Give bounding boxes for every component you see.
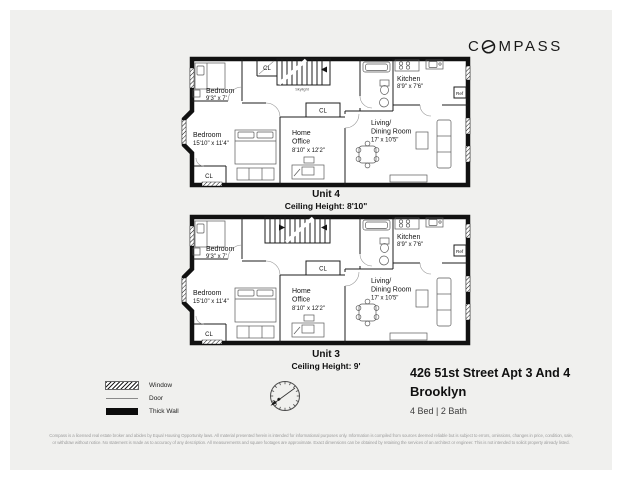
home-office-label-1: Home [292, 288, 311, 295]
address-line1: 426 51st Street Apt 3 And 4 [410, 366, 571, 380]
legend-window-row [106, 379, 179, 392]
unit-4-floorplan [180, 56, 472, 188]
unit-4-name: Unit 4 [312, 189, 340, 200]
unit-3-ceiling-height: Ceiling Height: 9' [291, 361, 361, 371]
kitchen-label: Kitchen [397, 76, 421, 83]
living-dims: 17' x 10'5" [371, 295, 399, 302]
skylight-label: Skylight [295, 86, 309, 92]
closet-label: CL [263, 66, 271, 72]
living-label-2: Dining Room [371, 128, 412, 136]
bedroom-large-label: Bedroom [193, 132, 222, 139]
logo-text-prefix: C [468, 38, 482, 55]
listing-address [410, 366, 570, 416]
kitchen-dims: 8'9" x 7'6" [397, 242, 424, 248]
legend-door-row [106, 392, 179, 405]
disclaimer-line2: or withdraw without notice. No statement is made as to accuracy of any description. All measurements and square footages are approximate. Exact dimensions can be obtained by retaining the services of an architect or engineer. This is not intended to solicit property already listed. [52, 440, 570, 446]
kitchen-dims: 8'9" x 7'6" [397, 84, 424, 90]
bedroom-large-dims: 15'10" x 11'4" [193, 299, 229, 305]
legend-thick-wall-row [106, 405, 179, 418]
legend-thick-wall-label: Thick Wall [149, 408, 179, 415]
unit-3-name: Unit 3 [312, 349, 340, 360]
window-swatch-icon [106, 382, 138, 389]
unit-3-floorplan [180, 214, 472, 346]
legend-window-label: Window [149, 382, 173, 389]
disclaimer-line1: Compass is a licensed real estate broker and abides by Equal Housing Opportunity laws. All material presented herein is intended for informational purposes only. Information is compiled from sources deemed reliable but is subject to errors, omissions, changes in price, condition, sale, [49, 433, 573, 438]
logo-text-suffix: MPASS [498, 38, 563, 55]
bedroom-large-label: Bedroom [193, 290, 222, 297]
living-dims: 17' x 10'5" [371, 137, 399, 144]
closet-label: CL [205, 174, 213, 180]
home-office-dims: 8'10" x 12'2" [292, 306, 325, 312]
home-office-dims: 8'10" x 12'2" [292, 148, 325, 154]
bedroom-large-dims: 15'10" x 11'4" [193, 141, 229, 147]
unit-4-ceiling-height: Ceiling Height: 8'10" [284, 201, 368, 211]
home-office-label-2: Office [292, 296, 311, 304]
compass-needle-o-icon [481, 39, 496, 54]
compass-logo [468, 38, 563, 55]
refrigerator-label: Ref [456, 91, 464, 96]
refrigerator-label: Ref [456, 249, 464, 254]
closet-label: CL [319, 108, 327, 115]
bedroom-small-dims: 9'3" x 7' [206, 254, 227, 260]
legend [106, 379, 179, 418]
disclaimer [10, 432, 612, 447]
bedroom-small-label: Bedroom [206, 246, 235, 253]
bedroom-small-label: Bedroom [206, 88, 235, 95]
home-office-label-1: Home [292, 130, 311, 137]
thick-wall-swatch-icon [106, 408, 138, 415]
address-line2: Brooklyn [410, 384, 467, 399]
legend-door-label: Door [149, 395, 164, 402]
living-label-1: Living/ [371, 120, 392, 127]
compass-rose-icon [266, 377, 304, 415]
unit-4-caption [180, 189, 472, 211]
exterior-walls [184, 59, 468, 185]
beds-baths: 4 Bed | 2 Bath [410, 406, 467, 416]
living-label-2: Dining Room [371, 286, 412, 294]
closet-label: CL [319, 266, 327, 273]
closet-label: CL [205, 332, 213, 338]
kitchen-label: Kitchen [397, 234, 421, 241]
exterior-walls [184, 217, 468, 343]
door-swatch-icon [106, 398, 138, 399]
home-office-label-2: Office [292, 138, 311, 146]
living-label-1: Living/ [371, 278, 392, 285]
bedroom-small-dims: 9'3" x 7' [206, 96, 227, 102]
